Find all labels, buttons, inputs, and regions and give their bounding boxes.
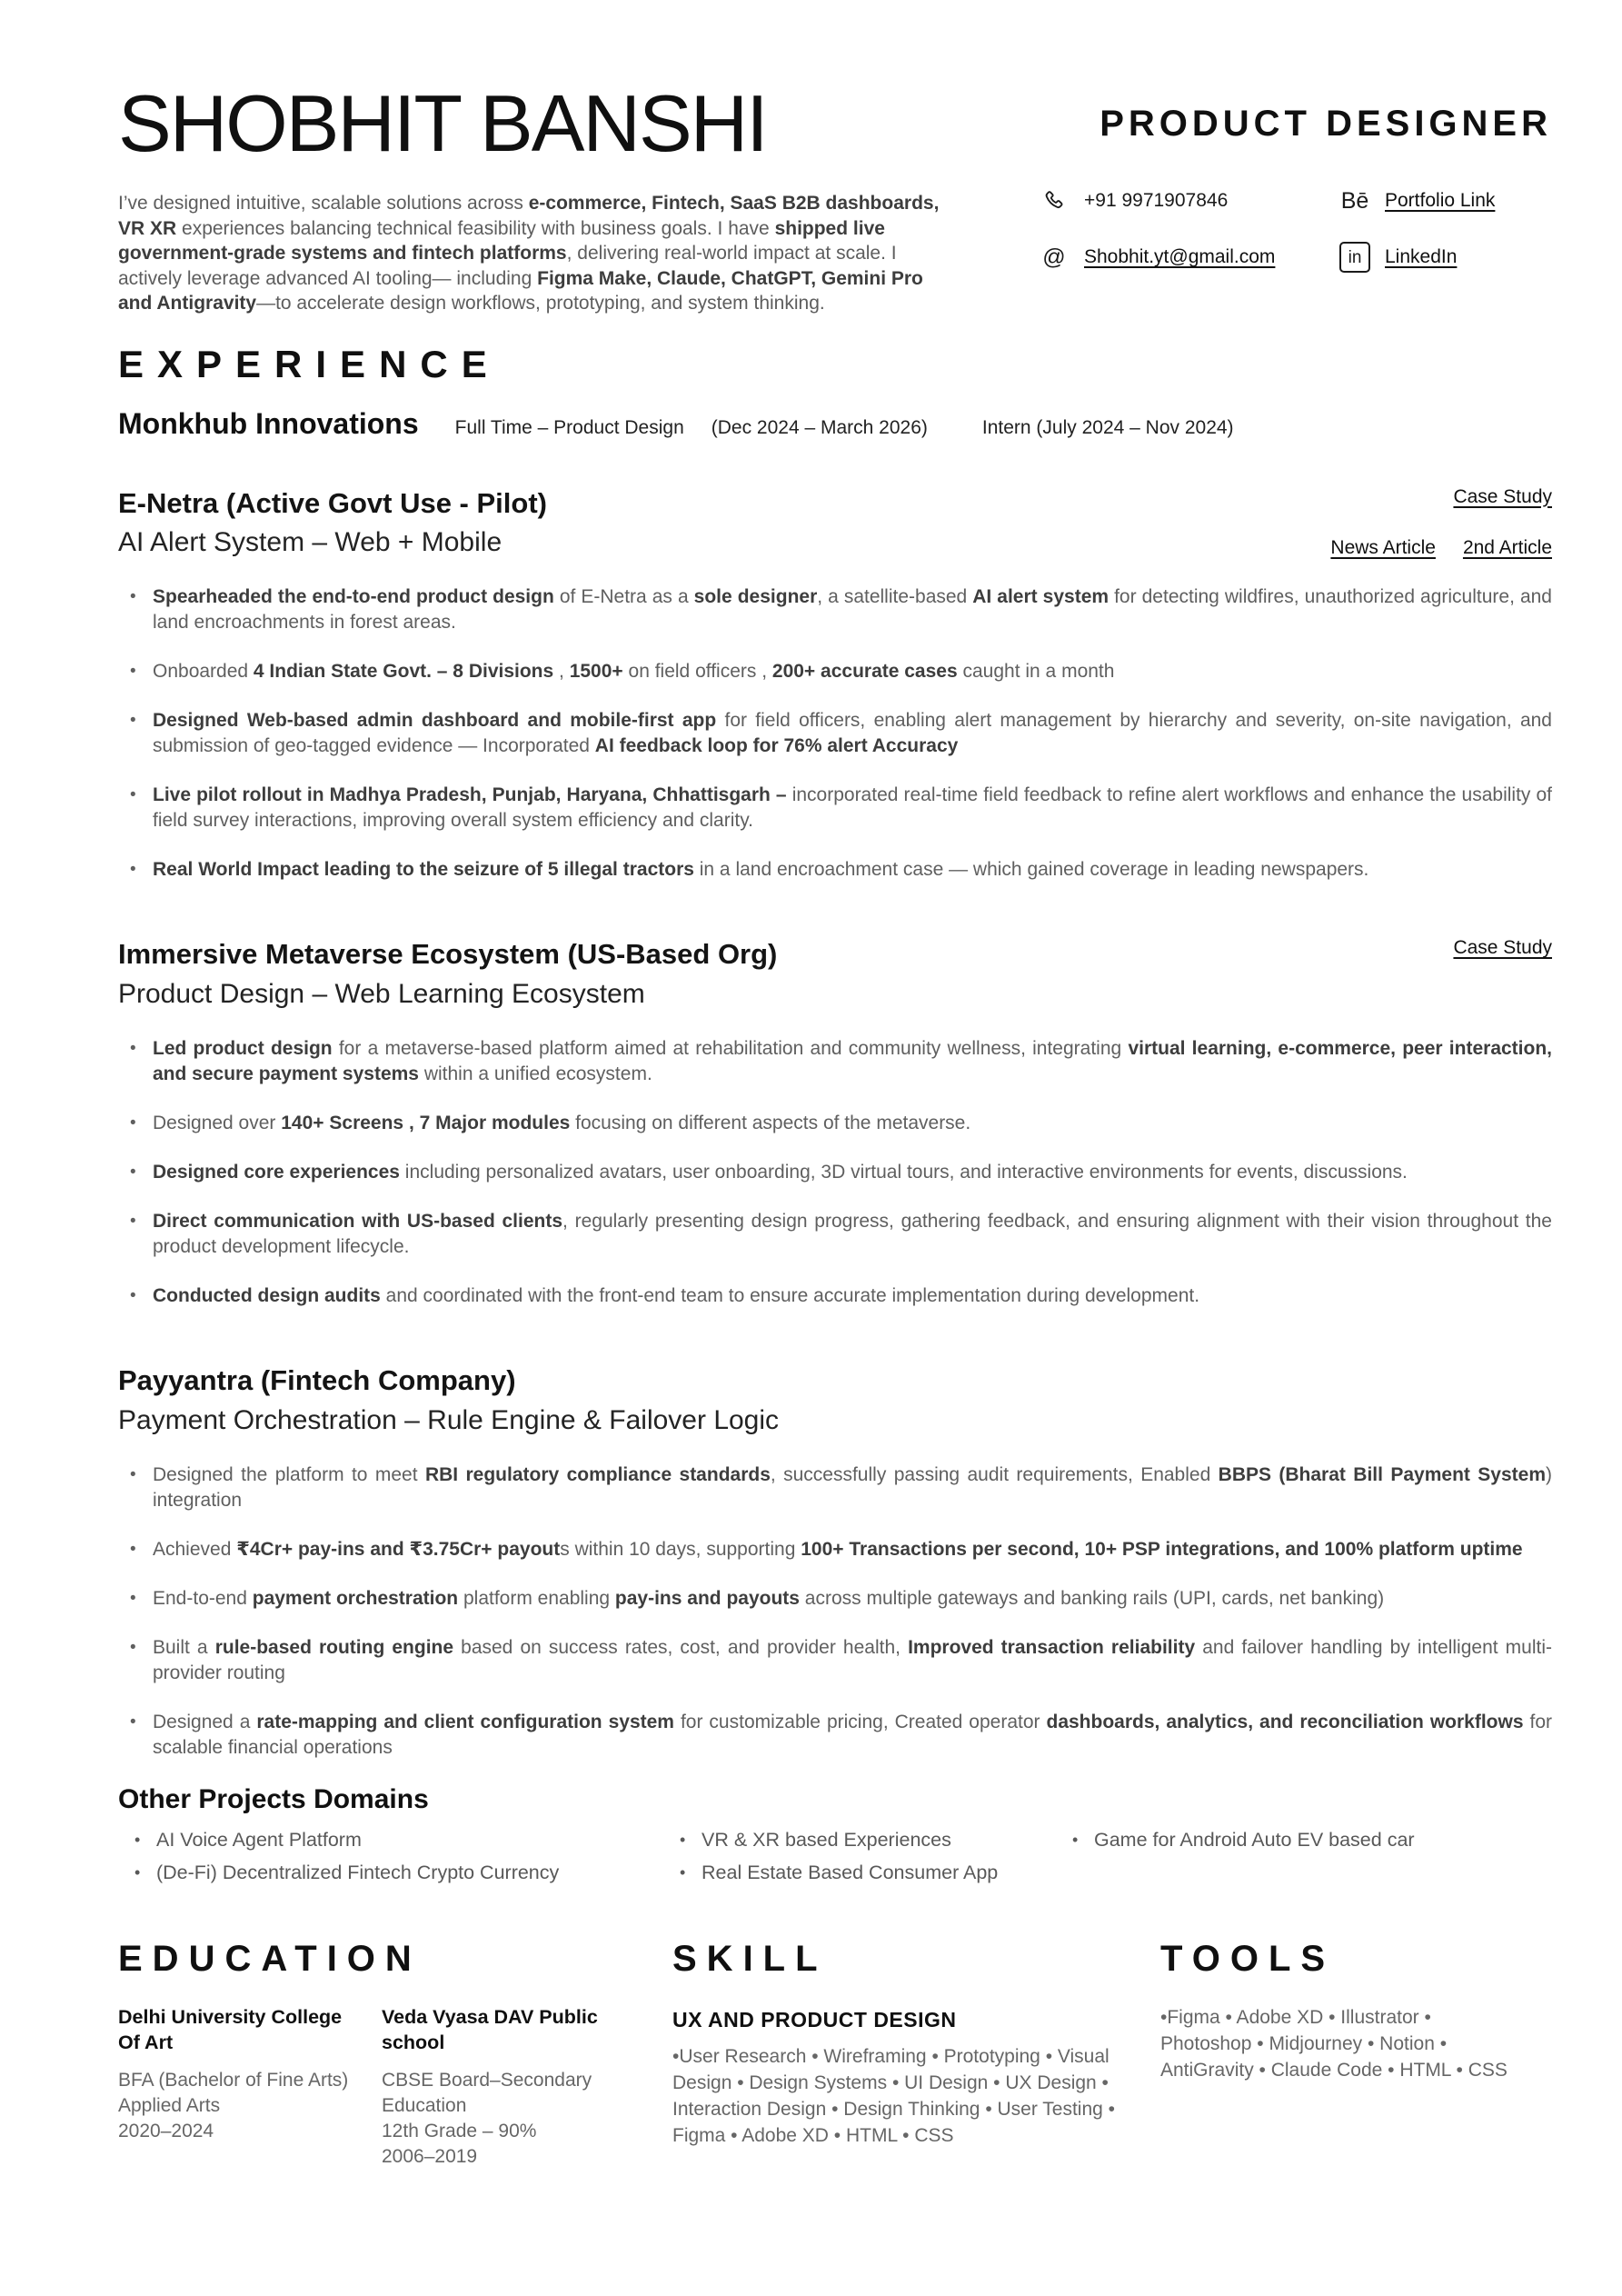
job-metaverse <box>118 937 1552 1309</box>
bullet-item <box>118 1710 1552 1761</box>
company-name: Monkhub Innovations <box>118 406 419 440</box>
linkedin-link[interactable]: LinkedIn <box>1385 246 1458 267</box>
contact-email <box>1039 243 1316 272</box>
employment-type: Full Time – Product Design <box>454 416 684 438</box>
employment-dates: (Dec 2024 – March 2026) <box>711 416 928 438</box>
job-title: E-Netra (Active Govt Use - Pilot) <box>118 486 547 519</box>
bullet-item <box>118 783 1552 834</box>
bullet-text: Achieved ₹4Cr+ pay-ins and ₹3.75Cr+ payouts within 10 days, supporting 100+ Transactions per second, 10+ PSP integrations, and 100% platform uptime <box>153 1538 1523 1560</box>
bullet-dot <box>130 1283 153 1309</box>
school-details <box>118 2068 365 2144</box>
bottom-grid <box>118 1938 1552 2170</box>
bullet-item <box>118 1283 1552 1309</box>
intro-paragraph: I’ve designed intuitive, scalable solutions across e-commerce, Fintech, SaaS B2B dashboards, VR XR experiences balancing technical feasibility with business goals. I have shipped live government-grade systems and fintech platforms, delivering real-world impact at scale. I actively leverage advanced AI tooling— including Figma Make, Claude, ChatGPT, Gemini Pro and Antigravity—to accelerate design workflows, prototyping, and system thinking. <box>118 193 940 314</box>
bullet-dot <box>130 857 153 883</box>
years: 2006–2019 <box>382 2145 478 2167</box>
other-projects-heading: Other Projects Domains <box>118 1783 429 1814</box>
other-projects-col2 <box>663 1828 1056 1884</box>
bullet-item <box>118 659 1552 684</box>
behance-icon: Bē <box>1340 187 1369 214</box>
skill-heading: SKILL <box>672 1938 828 1979</box>
degree: BFA (Bachelor of Fine Arts) <box>118 2069 349 2091</box>
bullet-item <box>118 1537 1552 1562</box>
header-right <box>1039 84 1552 272</box>
grade: 12th Grade – 90% <box>382 2120 537 2141</box>
bullet-dot <box>130 1209 153 1260</box>
job-subtitle: Product Design – Web Learning Ecosystem <box>118 979 645 1009</box>
bullet-text: End-to-end payment orchestration platform enabling pay-ins and payouts across multiple gateways and banking rails (UPI, cards, net banking) <box>153 1587 1385 1609</box>
job-title: Immersive Metaverse Ecosystem (US-Based Org) <box>118 938 778 971</box>
bullet-text: Onboarded 4 Indian State Govt. – 8 Divisions , 1500+ on field officers , 200+ accurate cases caught in a month <box>153 661 1115 683</box>
education-entry <box>118 2004 365 2170</box>
other-projects-col3 <box>1056 1828 1415 1884</box>
experience-heading: EXPERIENCE <box>118 342 501 385</box>
bullet-dot <box>130 1635 153 1686</box>
skill-section <box>672 1938 1160 2170</box>
list-item: • Game for Android Auto EV based car <box>1056 1828 1415 1852</box>
list-item: • (De-Fi) Decentralized Fintech Crypto Currency <box>118 1861 663 1884</box>
bullet-dot <box>130 659 153 684</box>
bullet-dot <box>130 584 153 635</box>
bullet-dot <box>130 1036 153 1087</box>
linkedin-icon: in <box>1339 243 1370 272</box>
bullet-text: Conducted design audits and coordinated with the front-end team to ensure accurate implementation during development. <box>153 1285 1200 1306</box>
bullet-item <box>118 1586 1552 1612</box>
job-subtitle: Payment Orchestration – Rule Engine & Failover Logic <box>118 1404 780 1435</box>
bullet-item <box>118 708 1552 759</box>
list-item: • VR & XR based Experiences <box>663 1828 1056 1852</box>
tools-list: •Figma • Adobe XD • Illustrator • Photoshop • Midjourney • Notion • AntiGravity • Claude Code • HTML • CSS <box>1160 2006 1508 2081</box>
bullet-text: Led product design for a metaverse-based platform aimed at rehabilitation and community wellness, integrating virtual learning, e-commerce, peer interaction, and secure payment systems within a unified ecosystem. <box>153 1038 1552 1084</box>
education-section <box>118 1938 672 2170</box>
years: 2020–2024 <box>118 2120 214 2141</box>
company-row <box>118 407 1552 441</box>
page-title: SHOBHIT BANSHI <box>118 78 767 168</box>
contact-portfolio <box>1339 186 1552 215</box>
job-bullets <box>118 1462 1552 1761</box>
bullet-item <box>118 1635 1552 1686</box>
intern-dates: Intern (July 2024 – Nov 2024) <box>981 416 1234 438</box>
job-subtitle: AI Alert System – Web + Mobile <box>118 527 503 558</box>
major: Applied Arts <box>118 2094 221 2116</box>
role-title: PRODUCT DESIGNER <box>1100 104 1552 144</box>
bullet-text: Designed a rate-mapping and client configuration system for customizable pricing, Created operator dashboards, analytics, and reconciliation workflows for scalable financial operations <box>153 1711 1552 1758</box>
bullet-item <box>118 1036 1552 1087</box>
header-left <box>118 78 963 316</box>
bullet-text: Built a rule-based routing engine based on success rates, cost, and provider health, Improved transaction reliability and failover handling by intelligent multi-provider routing <box>153 1636 1553 1683</box>
job-enetra <box>118 486 1552 883</box>
bullet-text: Designed core experiences including personalized avatars, user onboarding, 3D virtual tours, and interactive environments for events, discussions. <box>153 1162 1408 1183</box>
bullet-dot <box>130 1710 153 1761</box>
school-details <box>382 2068 629 2170</box>
job-bullets <box>118 1036 1552 1309</box>
bullet-item <box>118 1160 1552 1185</box>
bullet-text: Designed the platform to meet RBI regulatory compliance standards, successfully passing audit requirements, Enabled BBPS (Bharat Bill Payment System) integration <box>153 1463 1552 1511</box>
portfolio-link[interactable]: Portfolio Link <box>1385 190 1496 211</box>
job-title: Payyantra (Fintech Company) <box>118 1364 516 1396</box>
bullet-dot <box>130 1462 153 1513</box>
bullet-text: Live pilot rollout in Madhya Pradesh, Punjab, Haryana, Chhattisgarh – incorporated real-time field feedback to refine alert workflows and enhance the usability of field survey interactions, improving overall system efficiency and clarity. <box>153 784 1553 832</box>
news-article-link[interactable]: News Article <box>1330 537 1436 559</box>
phone-number: +91 9971907846 <box>1084 190 1229 211</box>
bullet-item <box>118 584 1552 635</box>
bullet-item <box>118 1462 1552 1513</box>
bullet-text: Real World Impact leading to the seizure of 5 illegal tractors in a land encroachment case — which gained coverage in leading newspapers. <box>153 859 1369 881</box>
bullet-text: Direct communication with US-based clients, regularly presenting design progress, gathering feedback, and ensuring alignment with their vision throughout the product development lifecycle. <box>153 1211 1552 1257</box>
tools-heading: TOOLS <box>1160 1938 1336 1979</box>
skill-list: •User Research • Wireframing • Prototyping • Visual Design • Design Systems • UI Design • UX Design • Interaction Design • Design Thinking • User Testing • Figma • Adobe XD • HTML • CSS <box>672 2045 1116 2146</box>
tools-section <box>1160 1938 1549 2170</box>
bullet-text: Designed over 140+ Screens , 7 Major modules focusing on different aspects of the metaverse. <box>153 1113 971 1133</box>
bullet-item <box>118 857 1552 883</box>
at-icon: @ <box>1042 244 1066 270</box>
case-study-link[interactable]: Case Study <box>1453 937 1552 959</box>
contact-linkedin <box>1339 243 1552 272</box>
bullet-dot <box>130 708 153 759</box>
bullet-dot <box>130 783 153 834</box>
list-item: • Real Estate Based Consumer App <box>663 1861 1056 1884</box>
case-study-link[interactable]: Case Study <box>1453 485 1552 507</box>
degree: CBSE Board–Secondary Education <box>382 2069 592 2116</box>
education-entry <box>382 2004 629 2170</box>
skill-subheading: UX AND PRODUCT DESIGN <box>672 2007 957 2031</box>
phone-icon <box>1039 186 1070 215</box>
email-link[interactable]: Shobhit.yt@gmail.com <box>1084 246 1276 267</box>
list-item: • AI Voice Agent Platform <box>118 1828 663 1852</box>
bullet-text: Spearheaded the end-to-end product design of E-Netra as a sole designer, a satellite-based AI alert system for detecting wildfires, unauthorized agriculture, and land encroachments in forest areas. <box>153 586 1552 634</box>
bullet-item <box>118 1111 1552 1136</box>
other-projects <box>118 1784 1552 1884</box>
bullet-dot <box>130 1111 153 1136</box>
other-projects-col1 <box>118 1828 663 1884</box>
job-bullets <box>118 584 1552 883</box>
header <box>118 78 1552 316</box>
bullet-dot <box>130 1537 153 1562</box>
school-name: Delhi University College Of Art <box>118 2005 343 2053</box>
bullet-text: Designed Web-based admin dashboard and mobile-first app for field officers, enabling alert management by hierarchy and severity, on-site navigation, and submission of geo-tagged evidence — Incorporated AI feedback loop for 76% alert Accuracy <box>153 710 1552 757</box>
bullet-dot <box>130 1160 153 1185</box>
second-article-link[interactable]: 2nd Article <box>1462 537 1552 559</box>
education-heading: EDUCATION <box>118 1938 422 1979</box>
job-payyantra <box>118 1363 1552 1761</box>
bullet-dot <box>130 1586 153 1612</box>
contact-block <box>1039 186 1552 272</box>
school-name: Veda Vyasa DAV Public school <box>382 2005 598 2053</box>
bullet-item <box>118 1209 1552 1260</box>
contact-phone <box>1039 186 1316 215</box>
